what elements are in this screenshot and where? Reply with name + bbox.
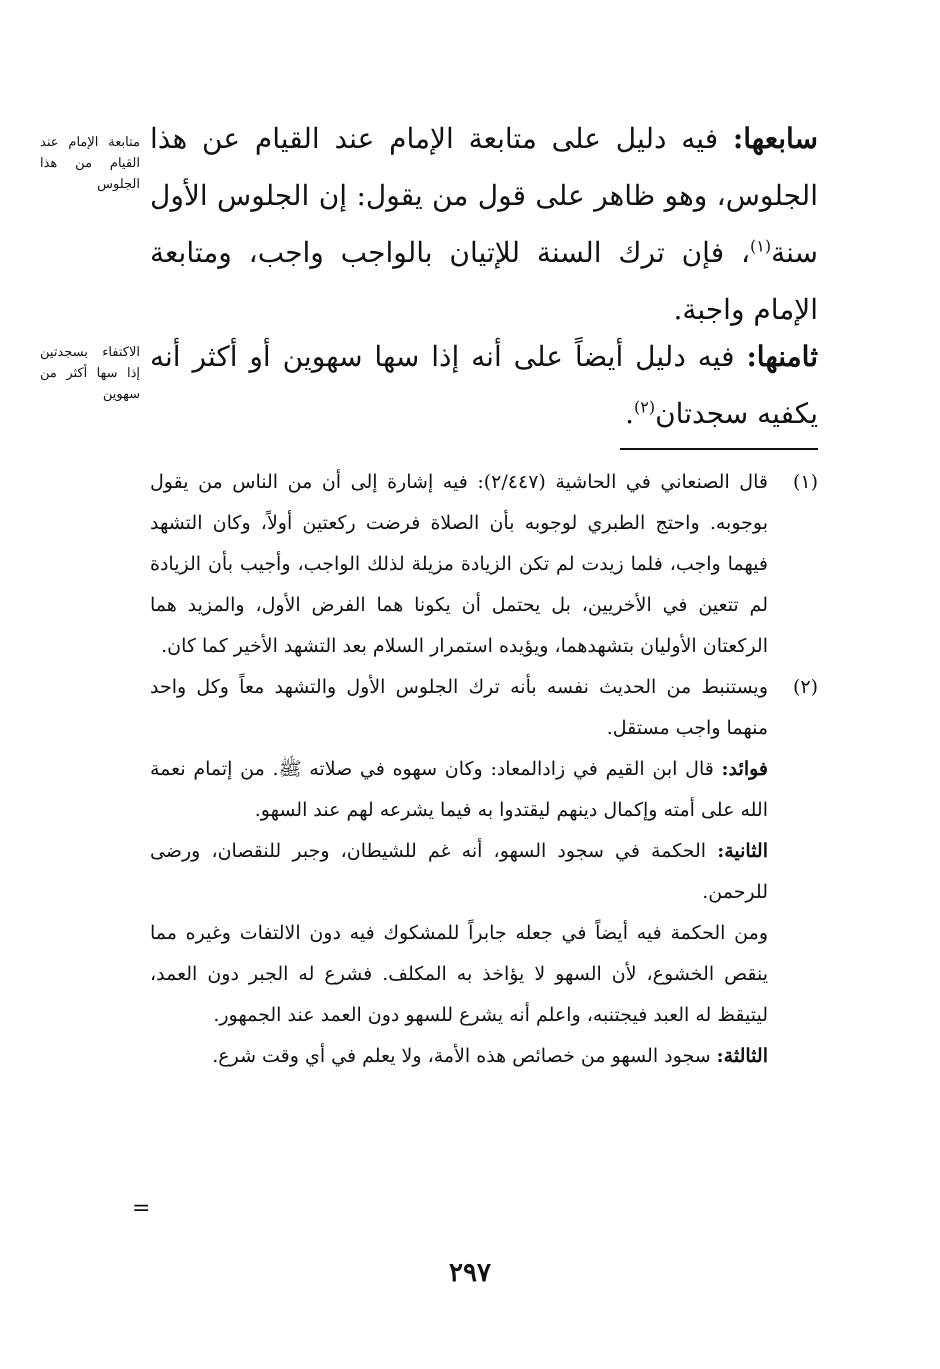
paragraph-heading: سابعها: — [732, 122, 818, 155]
paragraph-heading: ثامنها: — [746, 340, 818, 373]
main-paragraph-seventh — [150, 110, 818, 338]
footnote-reference: (١) — [749, 236, 772, 256]
footnote-benefits — [150, 749, 818, 831]
paragraph-seventh — [150, 110, 818, 338]
benefits-label: فوائد: — [721, 758, 768, 780]
paragraph-text: فيه دليل على متابعة الإمام عند القيام عن هذا الجلوس، وهو ظاهر على قول من يقول: إن الجلوس الأول سنة — [150, 122, 818, 269]
paragraph-text: . — [625, 397, 634, 430]
footnote-2 — [150, 667, 818, 749]
second-text: الحكمة في سجود السهو، أنه غم للشيطان، وجبر للنقصان، ورضى للرحمن. — [150, 840, 768, 903]
second-label: الثانية: — [717, 840, 768, 862]
footnote-1 — [150, 462, 818, 667]
paragraph-text: ، فإن ترك السنة للإتيان بالواجب واجب، ومتابعة الإمام واجبة. — [150, 236, 818, 326]
footnote-text: ويستنبط من الحديث نفسه بأنه ترك الجلوس الأول والتشهد معاً وكل واحد منهما واجب مستقل. — [150, 676, 768, 739]
third-label: الثالثة: — [716, 1045, 768, 1067]
footnote-wisdom — [150, 913, 818, 1036]
footnotes-section — [150, 462, 818, 1077]
paragraph-text: فيه دليل أيضاً على أنه إذا سها سهوين أو أكثر أنه يكفيه سجدتان — [150, 340, 818, 430]
footnote-second — [150, 831, 818, 913]
footnote-third — [150, 1036, 818, 1077]
continuation-mark: = — [132, 1196, 151, 1221]
footnote-number: (١) — [792, 471, 818, 493]
benefits-text: قال ابن القيم في زادالمعاد: وكان سهوه في صلاته ﷺ. من إتمام نعمة الله على أمته وإكمال دينهم ليقتدوا به فيما يشرعه لهم عند السهو. — [150, 758, 768, 821]
paragraph-eighth — [150, 328, 818, 442]
margin-note-two-prostrations: الاكتفاء بسجدتين إذا سها أكثر من سهوين — [40, 345, 140, 402]
wisdom-text: ومن الحكمة فيه أيضاً في جعله جابراً للمشكوك فيه دون الالتفات وغيره مما ينقص الخشوع، لأن السهو لا يؤاخذ به المكلف. فشرع له الجبر دون العمد، ليتيقظ له العبد فيجتنبه، واعلم أنه يشرع للسهو دون العمد عند الجمهور. — [150, 922, 768, 1026]
footnote-separator — [620, 448, 818, 450]
margin-note-follow-imam: متابعة الإمام عند القيام من هذا الجلوس — [40, 135, 140, 192]
page-number: ٢٩٧ — [449, 1258, 491, 1288]
main-paragraph-eighth — [150, 328, 818, 442]
footnote-number: (٢) — [792, 676, 818, 698]
footnote-reference: (٢) — [634, 397, 656, 417]
footnote-text: قال الصنعاني في الحاشية (٢/٤٤٧): فيه إشارة إلى أن من الناس من يقول بوجوبه. واحتج الطبري لوجوبه بأن الصلاة فرضت ركعتين أولاً، وكان التشهد فيهما واجب، فلما زيدت لم تكن الزيادة مزيلة لذلك الواجب، وأجيب بأن الزيادة لم تتعين في الأخريين، بل يحتمل أن يكونا هما الفرض الأول، والمزيد هما الركعتان الأوليان بتشهدهما، ويؤيده استمرار السلام بعد التشهد الأخير كما كان. — [150, 471, 768, 657]
third-text: سجود السهو من خصائص هذه الأمة، ولا يعلم في أي وقت شرع. — [212, 1045, 717, 1067]
